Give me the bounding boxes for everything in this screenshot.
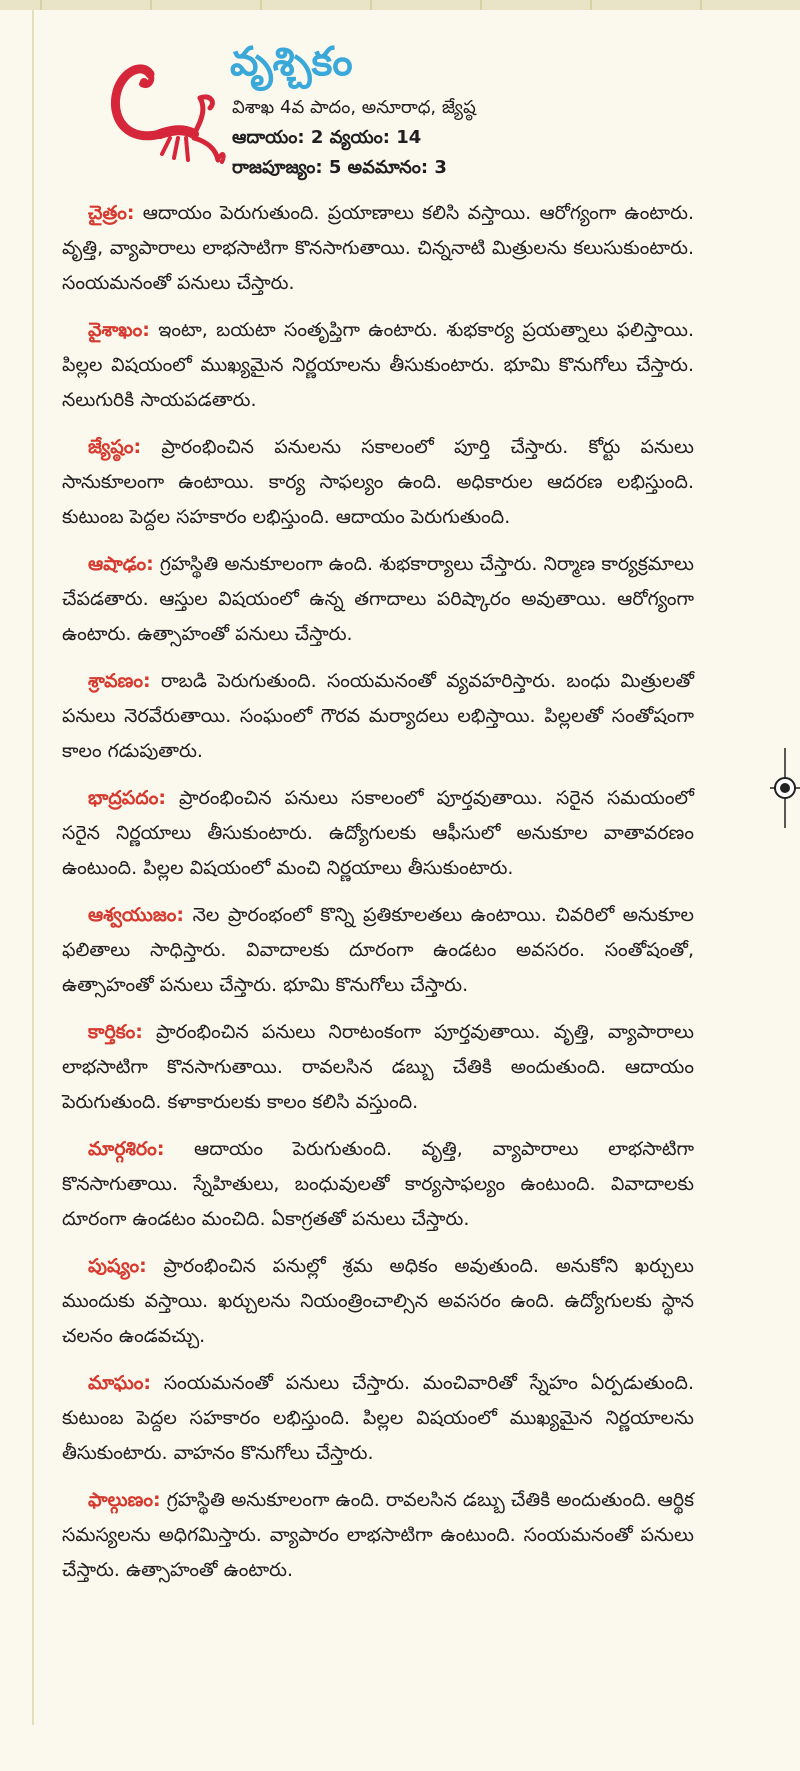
month-text: ప్రారంభించిన పనుల్లో శ్రమ అధికం అవుతుంది. అనుకోని ఖర్చులు ముందుకు వస్తాయి. ఖర్చులను నియంత్రించాల్సిన అవసరం ఉంది. ఉద్యోగులకు స్థాన చలనం ఉండవచ్చు. [62,1255,695,1347]
top-decorative-strip [0,0,800,10]
month-text: ఆదాయం పెరుగుతుంది. వృత్తి, వ్యాపారాలు లాభసాటిగా కొనసాగుతాయి. స్నేహితులు, బంధువులతో కార్యసాఫల్యం ఉంటుంది. వివాదాలకు దూరంగా ఉండటం మంచిది. ఏకాగ్రతతో పనులు చేస్తారు. [62,1138,694,1230]
month-paragraph [62,196,694,301]
month-name: కార్తికం: [88,1021,143,1043]
month-text: ప్రారంభించిన పనులు సకాలంలో పూర్తవుతాయి. సరైన సమయంలో సరైన నిర్ణయాలు తీసుకుంటారు. ఉద్యోగులకు ఆఫీసులో అనుకూల వాతావరణం ఉంటుంది. పిల్లల విషయంలో మంచి నిర్ణయాలు తీసుకుంటారు. [62,787,695,879]
income-expense-line: ఆదాయం: 2 వ్యయం: 14 [232,127,422,148]
month-name: శ్రావణం: [88,670,151,692]
month-text: గ్రహస్థితి అనుకూలంగా ఉంది. శుభకార్యాలు చేస్తారు. నిర్మాణ కార్యక్రమాలు చేపడతారు. ఆస్తుల విషయంలో ఉన్న తగాదాలు పరిష్కారం అవుతాయి. ఆరోగ్యంగా ఉంటారు. ఉత్సాహంతో పనులు చేస్తారు. [62,553,694,645]
registration-mark-icon [770,748,800,828]
month-text: గ్రహస్థితి అనుకూలంగా ఉంది. రావలసిన డబ్బు చేతికి అందుతుంది. ఆర్థిక సమస్యలను అధిగమిస్తారు. వ్యాపారం లాభసాటిగా ఉంటుంది. సంయమనంతో పనులు చేస్తారు. ఉత్సాహంతో ఉంటారు. [62,1489,694,1581]
month-text: ప్రారంభించిన పనులు నిరాటంకంగా పూర్తవుతాయి. వృత్తి, వ్యాపారాలు లాభసాటిగా కొనసాగుతాయి. రావలసిన డబ్బు చేతికి అందుతుంది. ఆదాయం పెరుగుతుంది. కళాకారులకు కాలం కలిసి వస్తుంది. [62,1021,694,1113]
month-name: భాద్రపదం: [88,787,166,809]
monthly-predictions [62,196,694,1600]
scorpion-icon [90,38,230,178]
month-paragraph [62,781,694,886]
month-name: ఆశ్వయుజం: [88,904,184,926]
month-paragraph [62,1132,694,1237]
month-paragraph [62,1015,694,1120]
month-paragraph [62,1249,694,1354]
month-text: సంయమనంతో పనులు చేస్తారు. మంచివారితో స్నేహం ఏర్పడుతుంది. కుటుంబ పెద్దల సహకారం లభిస్తుంది. పిల్లల విషయంలో ముఖ్యమైన నిర్ణయాలను తీసుకుంటారు. వాహనం కొనుగోలు చేస్తారు. [62,1372,694,1464]
month-paragraph [62,1483,694,1588]
month-text: రాబడి పెరుగుతుంది. సంయమనంతో వ్యవహరిస్తారు. బంధు మిత్రులతో పనులు నెరవేరుతాయి. సంఘంలో గౌరవ మర్యాదలు లభిస్తాయి. పిల్లలతో సంతోషంగా కాలం గడుపుతారు. [62,670,694,762]
month-name: చైత్రం: [88,202,135,224]
month-text: ప్రారంభించిన పనులను సకాలంలో పూర్తి చేస్తారు. కోర్టు పనులు సానుకూలంగా ఉంటాయి. కార్య సాఫల్యం ఉంది. అధికారుల ఆదరణ లభిస్తుంది. కుటుంబ పెద్దల సహకారం లభిస్తుంది. ఆదాయం పెరుగుతుంది. [62,436,694,528]
month-name: ఆషాఢం: [88,553,154,575]
month-name: మార్గశిరం: [88,1138,165,1160]
stars-line: విశాఖ 4వ పాదం, అనూరాధ, జ్యేష్ఠ [232,97,476,118]
month-text: నెల ప్రారంభంలో కొన్ని ప్రతికూలతలు ఉంటాయి. చివరిలో అనుకూల ఫలితాలు సాధిస్తారు. వివాదాలకు దూరంగా ఉండటం అవసరం. సంతోషంతో, ఉత్సాహంతో పనులు చేస్తారు. భూమి కొనుగోలు చేస్తారు. [62,904,694,996]
month-paragraph [62,1366,694,1471]
month-paragraph [62,430,694,535]
month-text: ఇంటా, బయటా సంతృప్తిగా ఉంటారు. శుభకార్య ప్రయత్నాలు ఫలిస్తాయి. పిల్లల విషయంలో ముఖ్యమైన నిర్ణయాలను తీసుకుంటారు. భూమి కొనుగోలు చేస్తారు. నలుగురికి సాయపడతారు. [62,319,694,411]
month-paragraph [62,547,694,652]
month-name: వైశాఖం: [88,319,150,341]
sign-header [90,38,690,188]
honor-insult-line: రాజపూజ్యం: 5 అవమానం: 3 [232,157,447,178]
month-name: జ్యేష్ఠం: [88,436,142,458]
month-name: మాఘం: [88,1372,151,1394]
month-paragraph [62,313,694,418]
month-text: ఆదాయం పెరుగుతుంది. ప్రయాణాలు కలిసి వస్తాయి. ఆరోగ్యంగా ఉంటారు. వృత్తి, వ్యాపారాలు లాభసాటిగా కొనసాగుతాయి. చిన్ననాటి మిత్రులను కలుసుకుంటారు. సంయమనంతో పనులు చేస్తారు. [62,202,694,294]
sign-title: వృశ్చికం [230,39,353,85]
month-paragraph [62,898,694,1003]
month-name: ఫాల్గుణం: [88,1489,161,1511]
page-margin-line [32,10,34,1725]
month-name: పుష్యం: [88,1255,147,1277]
month-paragraph [62,664,694,769]
